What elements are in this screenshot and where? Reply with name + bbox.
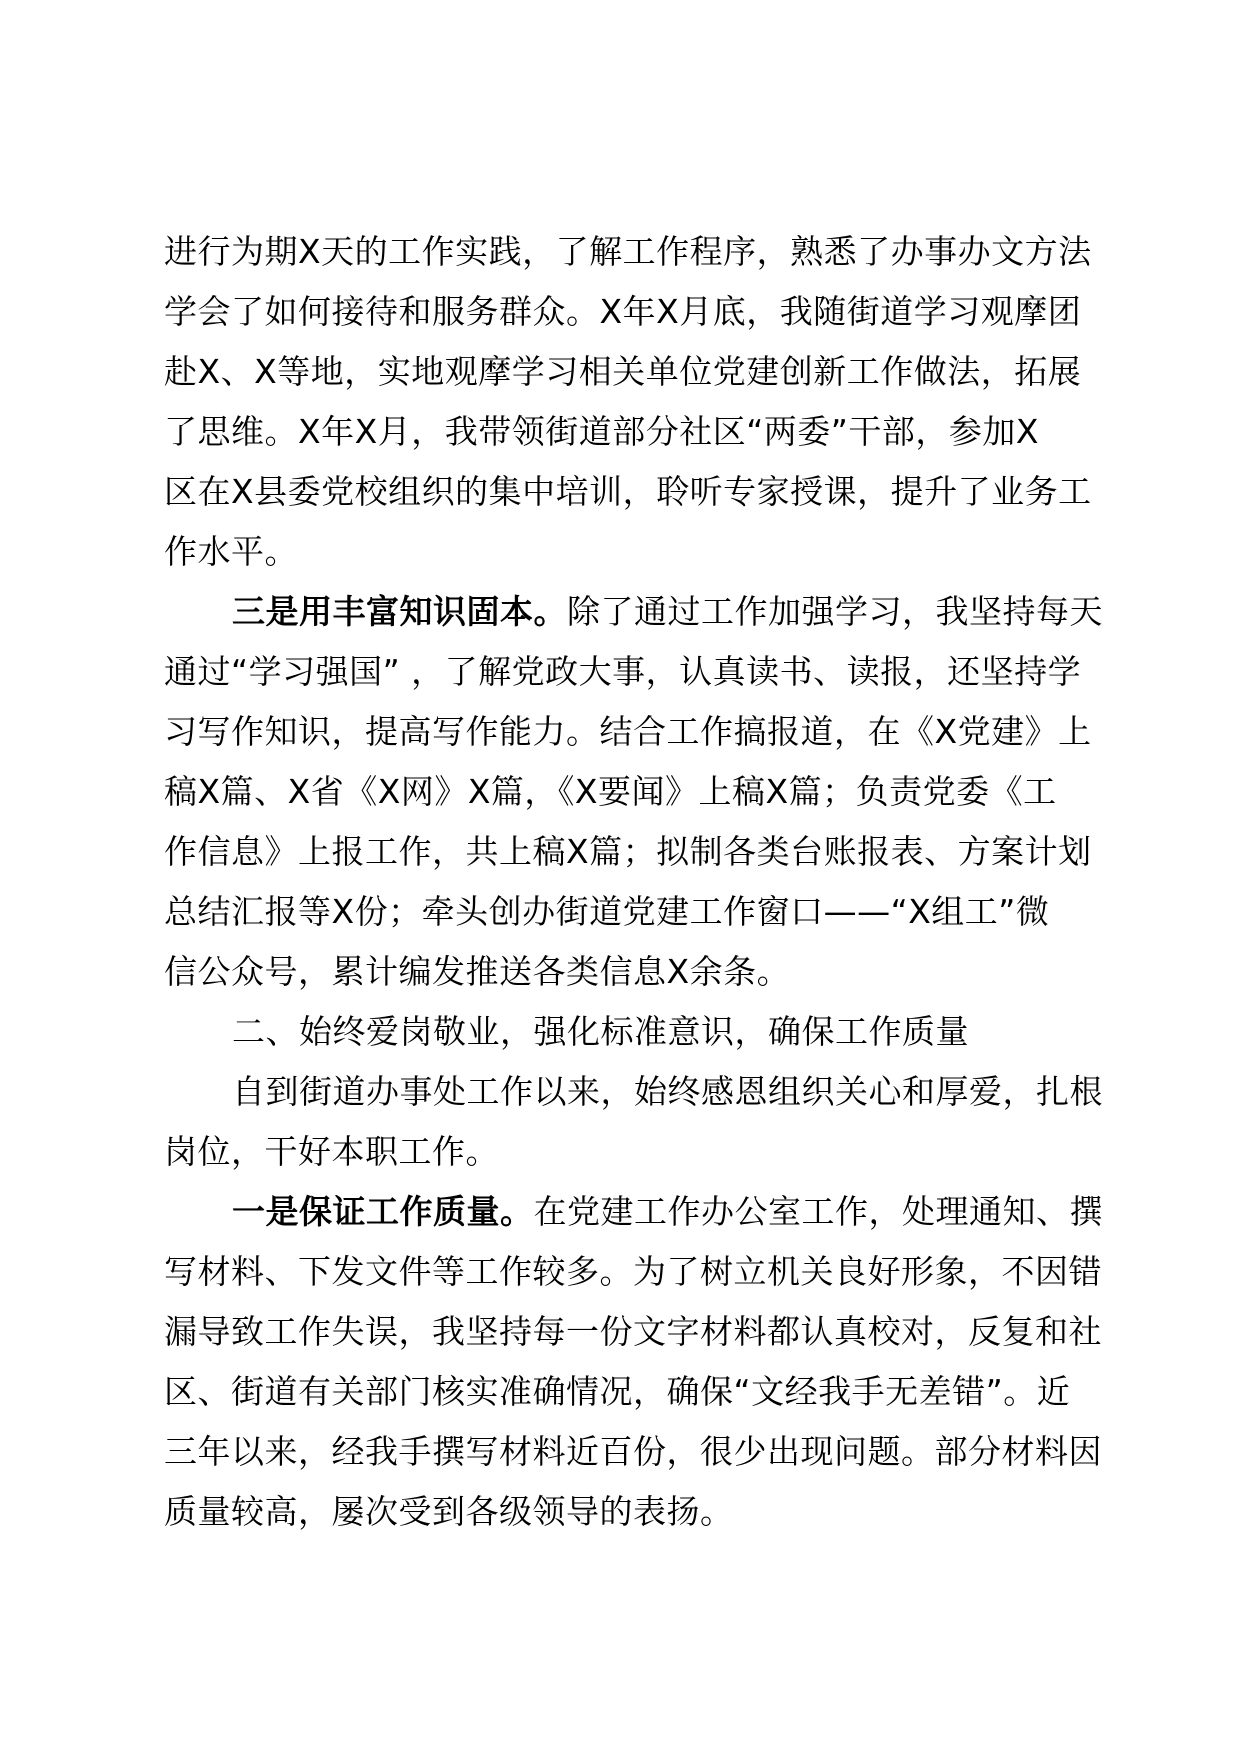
section-heading-dedication: 二、始终爱岗敬业，强化标准意识，确保工作质量 <box>232 1012 969 1051</box>
paragraph-body-quality: 在党建工作办公室工作，处理通知、撰 写材料、下发文件等工作较多。为了树立机关良好形象，不因错 漏导致工作失误，我坚持每一份文字材料都认真校对，反复和社 区、街道有关部门核实准确情况，确保“文经我手无差错”。近 三年以来，经我手撰写材料近百份，很少出现问题。部分材料因 质量较高，屡次受到各级领导的表扬。 <box>164 1192 1103 1531</box>
paragraph-quality <box>164 1182 1106 1542</box>
paragraph-knowledge <box>164 582 1106 1002</box>
paragraph-lead-knowledge: 三是用丰富知识固本。 <box>232 592 567 631</box>
paragraph-lead-quality: 一是保证工作质量。 <box>232 1192 534 1231</box>
paragraph-body-knowledge: 除了通过工作加强学习，我坚持每天 通过“学习强国” ，了解党政大事，认真读书、读报，还坚持学 习写作知识，提高写作能力。结合工作搞报道，在《X党建》上 稿X篇、X省《X网》X篇，《X要闻》上稿X篇；负责党委《工 作信息》上报工作，共上稿X篇；拟制各类台账报表、方案计划 总结汇报等X份；牵头创办街道党建工作窗口——“X组工”微 信公众号，累计编发推送各类信息X余条。 <box>164 592 1103 991</box>
document-body <box>164 222 1106 1542</box>
paragraph-intro-dedication: 自到街道办事处工作以来，始终感恩组织关心和厚爱，扎根 岗位，干好本职工作。 <box>164 1072 1103 1171</box>
paragraph-training-practice: 进行为期X天的工作实践，了解工作程序，熟悉了办事办文方法 学会了如何接待和服务群众。X年X月底，我随街道学习观摩团 赴X、X等地，实地观摩学习相关单位党建创新工作做法，拓展 了思维。X年X月，我带领街道部分社区“两委”干部，参加X 区在X县委党校组织的集中培训，聆听专家授课，提升了业务工 作水平。 <box>164 232 1092 571</box>
